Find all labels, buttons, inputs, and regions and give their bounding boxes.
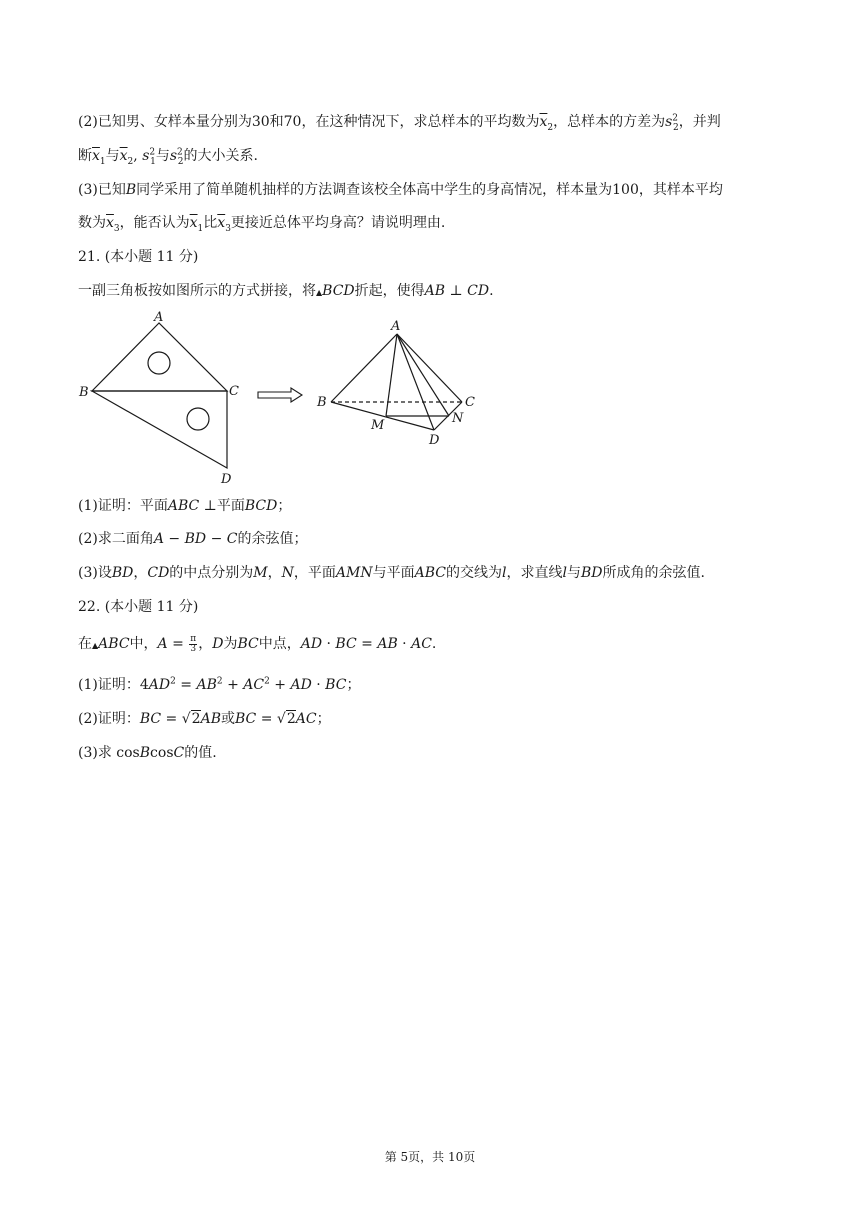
text: 的值. [184, 745, 217, 761]
text: (2)已知男、女样本量分别为30和70，在这种情况下，求总样本的平均数为 [78, 114, 540, 130]
p22-intro: 在▲ABC中，A = $\frac{\pi}{3}$ ，D为BC中点，AD · BC = AB · AC. [78, 633, 437, 654]
text: 数为 [78, 215, 106, 231]
text: (2)求二面角 [78, 531, 154, 547]
label-C-left: C [229, 384, 239, 399]
text: 的大小关系. [183, 148, 258, 164]
text: ，能否认为 [119, 215, 190, 231]
label-B-left: B [79, 385, 89, 400]
text: 比 [203, 215, 218, 231]
page-footer: 第 5页，共 10页 [384, 1150, 476, 1164]
text: 断 [78, 148, 92, 164]
text: (1)证明：平面 [78, 498, 168, 514]
tetrahedron [331, 334, 462, 430]
label-D-left: D [221, 472, 232, 487]
p21-intro: 一副三角板按如图所示的方式拼接，将▲BCD折起，使得AB ⊥ CD. [78, 283, 494, 299]
p22-part3: (3)求 cosBcosC的值. [78, 745, 217, 761]
text: ，总样本的方差为 [553, 114, 666, 130]
label-C-right: C [465, 395, 475, 410]
text: 的中点分别为 [169, 565, 254, 581]
p20-part2-line2: 断$\overline{x}_1$与$\overline{x}_2$, $s^2_1$与$s^2_2$的大小关系. [78, 147, 258, 167]
text: ，并判 [678, 114, 721, 130]
fold-arrow-icon [258, 388, 302, 402]
p21-part1: (1)证明：平面ABC ⊥平面BCD； [78, 498, 292, 514]
p20-part3-line1: (3)已知B同学采用了简单随机抽样的方法调查该校全体高中学生的身高情况，样本量为100，其样本平均 [78, 182, 723, 198]
p21-part3: (3)设BD，CD的中点分别为M，N，平面AMN与平面ABC的交线为l，求直线l与BD所成角的余弦值. [78, 565, 705, 581]
text: 中点， [258, 636, 301, 652]
text: 与 [105, 148, 120, 164]
text: (1)证明： [78, 677, 140, 693]
p22-part1: (1)证明：$4AD^2 = AB^2 + AC^2$ + AD · BC； [78, 676, 361, 693]
p22-header: 22. (本小题 11 分) [78, 599, 199, 615]
label-M-right: M [371, 418, 385, 433]
p21-figure [76, 306, 486, 488]
text: (3)求 [78, 745, 117, 761]
flat-triangles [92, 323, 227, 468]
text: (3)已知 [78, 182, 126, 198]
text: ，求直线 [506, 565, 563, 581]
label-D-right: D [429, 433, 440, 448]
p20-part2-line1: (2)已知男、女样本量分别为30和70，在这种情况下，求总样本的平均数为$\overline{x}_2$，总样本的方差为$s^2_2$，并判 [78, 113, 721, 133]
p22-part2: (2)证明：BC = √2AB或BC = √2AC； [78, 711, 331, 727]
text: 为 [223, 636, 238, 652]
label-N-right: N [452, 411, 464, 426]
text: 在 [78, 636, 92, 652]
text: ，平面 [293, 565, 336, 581]
p20-part3-line2: 数为$\overline{x}_3$，能否认为$\overline{x}_1$比$\overline{x}_3$更接近总体平均身高？请说明理由. [78, 215, 446, 234]
text: (2)证明： [78, 711, 140, 727]
p21-header: 21. (本小题 11 分) [78, 249, 199, 265]
text: 更接近总体平均身高？请说明理由. [230, 215, 446, 231]
text: 一副三角板按如图所示的方式拼接，将 [78, 283, 316, 299]
text: 的余弦值； [237, 531, 308, 547]
text: 或 [221, 711, 235, 727]
p21-part2: (2)求二面角A − BD − C的余弦值； [78, 531, 308, 547]
text: 所成角的余弦值. [602, 565, 705, 581]
label-A-right: A [391, 319, 401, 334]
text: (3)设 [78, 565, 112, 581]
text: 的交线为 [445, 565, 502, 581]
text: 中， [129, 636, 158, 652]
text: 与 [155, 148, 170, 164]
text: 与平面 [372, 565, 415, 581]
text: 与 [566, 565, 581, 581]
text: 同学采用了简单随机抽样的方法调查该校全体高中学生的身高情况，样本量为100，其样本平均 [136, 182, 723, 198]
text: 折起，使得 [354, 283, 425, 299]
label-A-left: A [154, 310, 164, 325]
text: 平面 [216, 498, 245, 514]
label-B-right: B [317, 395, 327, 410]
